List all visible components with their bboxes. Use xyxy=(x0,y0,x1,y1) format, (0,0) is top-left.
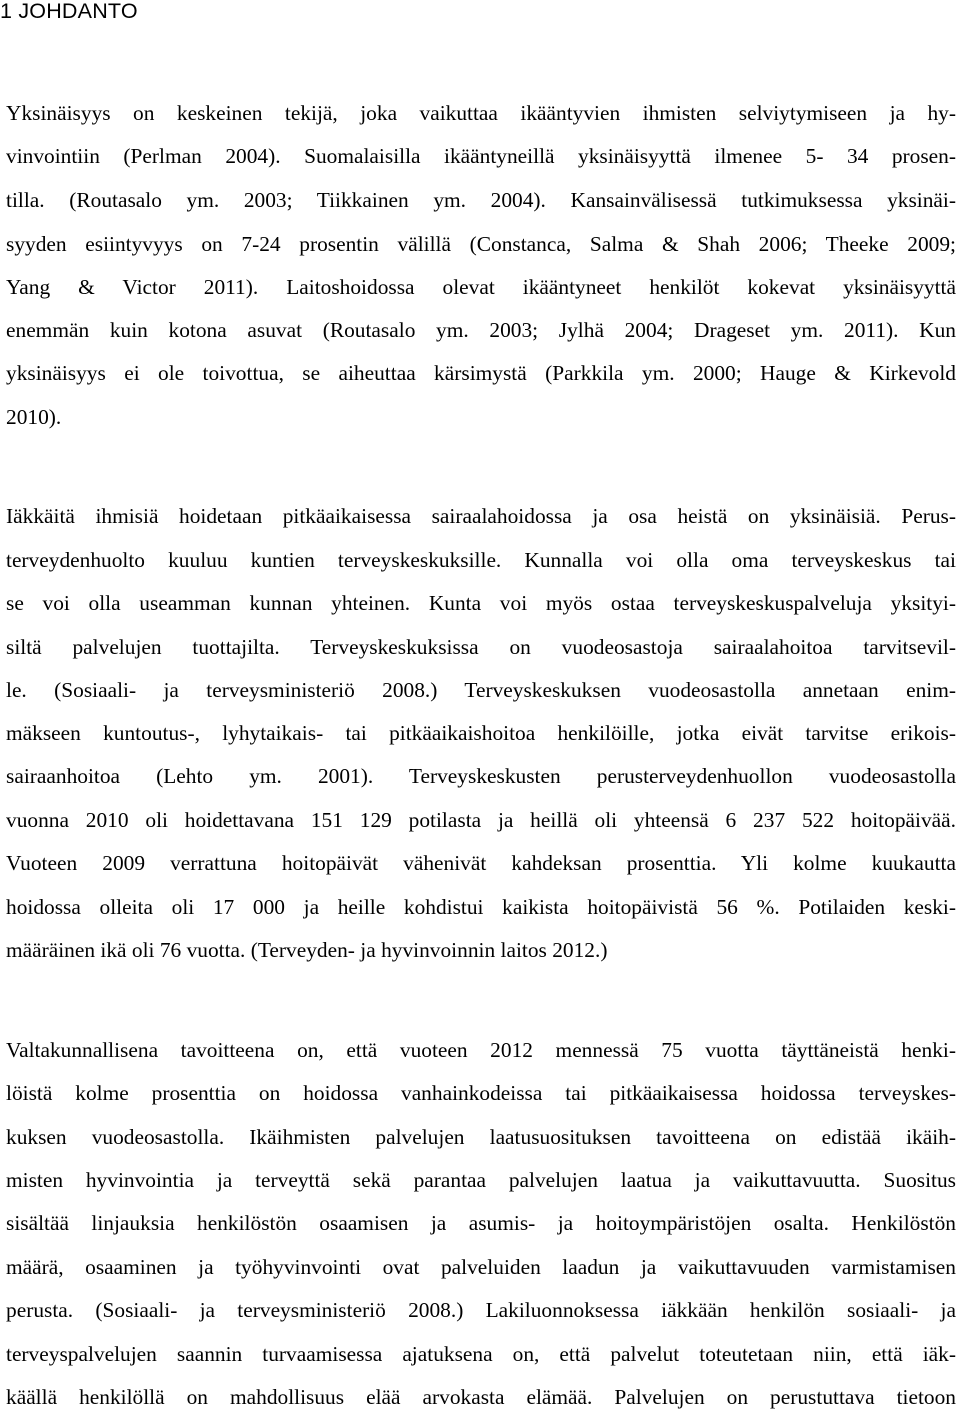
text-line: le. (Sosiaali- ja terveysministeriö 2008.) Terveyskeskuksen vuodeosastolla annetaan enim- xyxy=(6,678,956,702)
text-line: terveyspalvelujen saannin turvaamisessa ajatuksena on, että palvelut toteutetaan niin, että iäk- xyxy=(6,1342,956,1366)
text-line: enemmän kuin kotona asuvat (Routasalo ym. 2003; Jylhä 2004; Drageset ym. 2011). Kun xyxy=(6,318,956,342)
text-line: 2010). xyxy=(6,405,62,429)
text-line: kuksen vuodeosastolla. Ikäihmisten palvelujen laatusuosituksen tavoitteena on edistää ikäih- xyxy=(6,1125,956,1149)
text-line: perusta. (Sosiaali- ja terveysministeriö 2008.) Lakiluonnoksessa iäkkään henkilön sosiaali- ja xyxy=(6,1298,956,1322)
text-line: mäkseen kuntoutus-, lyhytaikais- tai pitkäaikaishoitoa henkilöille, jotka eivät tarvitse erikois- xyxy=(6,721,956,745)
text-line: käällä henkilöllä on mahdollisuus elää arvokasta elämää. Palvelujen on perustuttava tietoon xyxy=(6,1385,956,1409)
text-line: Yang & Victor 2011). Laitoshoidossa olevat ikääntyneet henkilöt kokevat yksinäisyyttä xyxy=(6,275,956,299)
text-line: tilla. (Routasalo ym. 2003; Tiikkainen ym. 2004). Kansainvälisessä tutkimuksessa yksinäi- xyxy=(6,188,956,212)
text-line: yksinäisyys ei ole toivottua, se aiheuttaa kärsimystä (Parkkila ym. 2000; Hauge & Kirkevold xyxy=(6,361,956,385)
text-line: määrä, osaaminen ja työhyvinvointi ovat palveluiden laadun ja vaikuttavuuden varmistamisen xyxy=(6,1255,956,1279)
text-line: Vuoteen 2009 verrattuna hoitopäivät vähenivät kahdeksan prosenttia. Yli kolme kuukautta xyxy=(6,851,956,875)
text-line: vinvointiin (Perlman 2004). Suomalaisilla ikääntyneillä yksinäisyyttä ilmenee 5- 34 prosen- xyxy=(6,144,956,168)
text-line: sisältää linjauksia henkilöstön osaamisen ja asumis- ja hoitoympäristöjen osalta. Henkilöstön xyxy=(6,1211,956,1235)
text-line: Yksinäisyys on keskeinen tekijä, joka vaikuttaa ikääntyvien ihmisten selviytymiseen ja hy- xyxy=(6,101,956,125)
text-line: määräinen ikä oli 76 vuotta. (Terveyden- ja hyvinvoinnin laitos 2012.) xyxy=(6,938,608,962)
text-line: hoidossa olleita oli 17 000 ja heille kohdistui kaikista hoitopäivistä 56 %. Potilaiden keski- xyxy=(6,895,956,919)
text-line: löistä kolme prosenttia on hoidossa vanhainkodeissa tai pitkäaikaisessa hoidossa terveyskes- xyxy=(6,1081,956,1105)
text-line: sairaanhoitoa (Lehto ym. 2001). Terveyskeskusten perusterveydenhuollon vuodeosastolla xyxy=(6,764,956,788)
text-line: Valtakunnallisena tavoitteena on, että vuoteen 2012 mennessä 75 vuotta täyttäneistä henki- xyxy=(6,1038,956,1062)
text-line: se voi olla useamman kunnan yhteinen. Kunta voi myös ostaa terveyskeskuspalveluja yksityi- xyxy=(6,591,956,615)
text-line: vuonna 2010 oli hoidettavana 151 129 potilasta ja heillä oli yhteensä 6 237 522 hoitopäivää. xyxy=(6,808,956,832)
text-line: terveydenhuolto kuuluu kuntien terveyskeskuksille. Kunnalla voi olla oma terveyskeskus tai xyxy=(6,548,956,572)
text-line: siltä palvelujen tuottajilta. Terveyskeskuksissa on vuodeosastoja sairaalahoitoa tarvitsevil- xyxy=(6,635,956,659)
text-line: Iäkkäitä ihmisiä hoidetaan pitkäaikaisessa sairaalahoidossa ja osa heistä on yksinäisiä. Perus- xyxy=(6,504,956,528)
text-line: syyden esiintyvyys on 7-24 prosentin välillä (Constanca, Salma & Shah 2006; Theeke 2009; xyxy=(6,232,956,256)
section-heading: 1 JOHDANTO xyxy=(0,0,138,23)
text-line: misten hyvinvointia ja terveyttä sekä parantaa palvelujen laatua ja vaikuttavuutta. Suositus xyxy=(6,1168,956,1192)
